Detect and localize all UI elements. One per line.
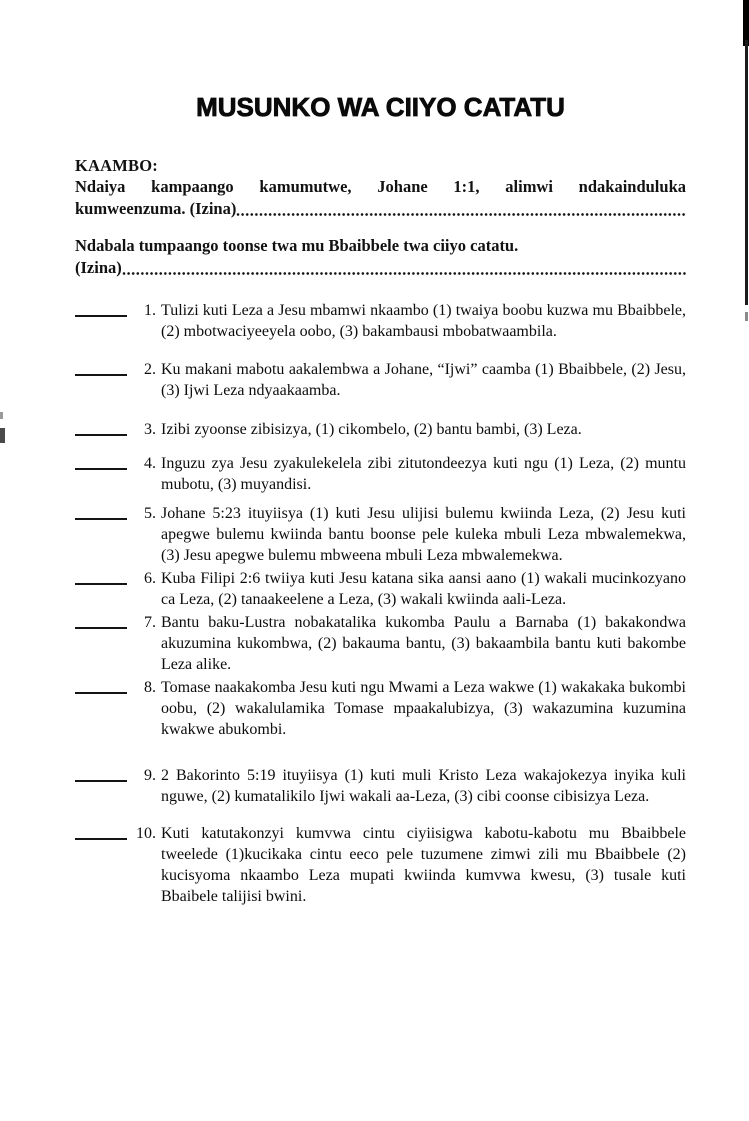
kaambo-izina-label: kumweenzuma. (Izina) (75, 199, 237, 218)
question-row-1 (75, 300, 686, 342)
answer-blank-line (75, 434, 127, 436)
question-text: Kuti katutakonzyi kumvwa cintu ciyiisigwa kabotu-kabotu mu Bbaibbele tweelede (1)kucikaka cintu eeco pele tuzumene zimwi zili mu Bbaibbele (2) kucisyoma nkaambo Leza mupati kwiinda kumvwa kwesu, (3) tusale kuti Bbaibele talijisi bwini. (161, 825, 686, 905)
question-row-3 (75, 419, 686, 440)
question-text: Kuba Filipi 2:6 twiiya kuti Jesu katana sika aansi aano (1) wakali mucinkozyano ca Leza, (2) tanaakeelene a Leza, (3) wakali kwiinda aali-Leza. (161, 570, 686, 608)
answer-blank-line (75, 518, 127, 520)
scan-artifact-right-dot (745, 312, 748, 321)
question-row-6 (75, 568, 686, 610)
scan-artifact-right-line (745, 40, 748, 305)
answer-blank-line (75, 838, 127, 840)
question-text: Izibi zyoonse zibisizya, (1) cikombelo, (2) bantu bambi, (3) Leza. (161, 421, 582, 438)
kaambo-heading: KAAMBO: (75, 156, 158, 175)
question-number: 4. (144, 455, 156, 472)
question-number: 2. (144, 361, 156, 378)
question-text: Tulizi kuti Leza a Jesu mbamwi nkaambo (1) twaiya boobu kuzwa mu Bbaibbele, (2) mbotwaciyeeyela oobo, (3) bakambausi mbobatwaambila. (161, 302, 686, 340)
question-number: 8. (144, 679, 156, 696)
dotted-fill-line (122, 271, 686, 276)
ndabala-izina-line (75, 257, 686, 279)
question-text: Ku makani mabotu aakalembwa a Johane, “Ijwi” caamba (1) Bbaibbele, (2) Jesu, (3) Ijwi Leza ndyaakaamba. (161, 361, 686, 399)
kaambo-instruction-line-2 (75, 198, 686, 220)
answer-blank-line (75, 583, 127, 585)
kaambo-instruction-line-1: Ndaiya kampaango kamumutwe, Johane 1:1, alimwi ndakainduluka (75, 177, 686, 196)
answer-blank-line (75, 627, 127, 629)
question-number: 6. (144, 570, 156, 587)
question-number: 9. (144, 767, 156, 784)
question-row-2 (75, 359, 686, 401)
answer-blank-line (75, 468, 127, 470)
question-row-7 (75, 612, 686, 675)
question-text: 2 Bakorinto 5:19 ituyiisya (1) kuti muli Kristo Leza wakajokezya inyika kuli nguwe, (2) kumatalikilo Ijwi wakali aa-Leza, (3) cibi coonse cibisizya Leza. (161, 767, 686, 805)
ndabala-instruction-line: Ndabala tumpaango toonse twa mu Bbaibbele twa ciiyo catatu. (75, 236, 519, 255)
ndabala-izina-label: (Izina) (75, 258, 122, 277)
page-content (75, 92, 686, 907)
question-text: Tomase naakakomba Jesu kuti ngu Mwami a Leza wakwe (1) wakakaka bukombi oobu, (2) wakalulamika Tomase mpaakalubizya, (3) wakazumina kuzumina kwakwe abukombi. (161, 679, 686, 738)
page-title: MUSUNKO WA CIIYO CATATU (196, 92, 565, 122)
question-number: 3. (144, 421, 156, 438)
question-row-9 (75, 765, 686, 807)
answer-blank-line (75, 780, 127, 782)
scan-artifact-left-dash (0, 428, 5, 443)
answer-blank-line (75, 315, 127, 317)
question-number: 5. (144, 505, 156, 522)
question-row-4 (75, 453, 686, 495)
question-row-8 (75, 677, 686, 740)
question-text: Johane 5:23 ituyiisya (1) kuti Jesu ulijisi bulemu kwiinda Leza, (2) Jesu kuti apegwe bulemu kwiinda bantu boonse pele kuleka mbuli Leza mbwalemekwa, (3) Jesu apegwe bulemu mbweena mbuli Leza mbwalemekwa. (161, 505, 686, 564)
scan-artifact-left-dash (0, 412, 3, 419)
question-number: 7. (144, 614, 156, 631)
question-number: 10. (136, 825, 156, 842)
question-text: Bantu baku-Lustra nobakatalika kukomba Paulu a Barnaba (1) bakakondwa akuzumina kukombwa, (2) bakauma bantu, (3) bakaambila bantu kuti bakombe Leza alike. (161, 614, 686, 673)
question-row-10 (75, 823, 686, 907)
question-number: 1. (144, 302, 156, 319)
answer-blank-line (75, 374, 127, 376)
dotted-fill-line (236, 212, 686, 217)
question-text: Inguzu zya Jesu zyakulekelela zibi zitutondeezya kuti ngu (1) Leza, (2) muntu mubotu, (3) muyandisi. (161, 455, 686, 493)
question-row-5 (75, 503, 686, 566)
question-list (75, 300, 686, 907)
answer-blank-line (75, 692, 127, 694)
